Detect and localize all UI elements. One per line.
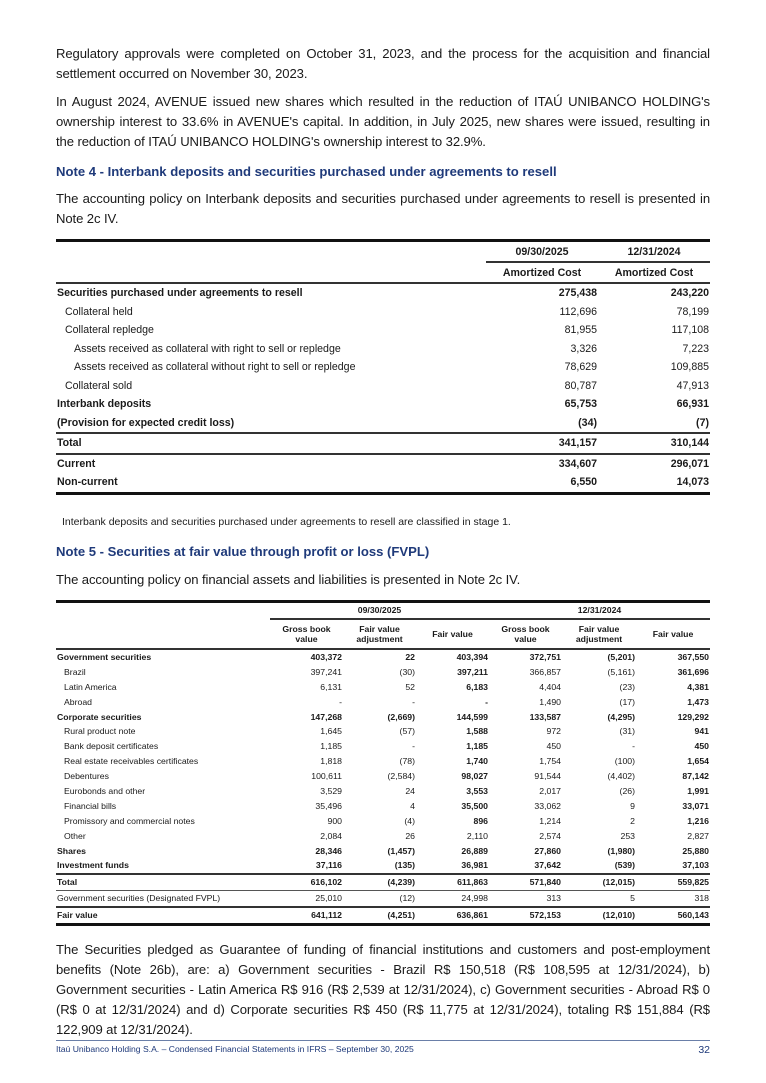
table-row: Assets received as collateral without right to sell or repledge 78,629 109,885 [74,361,709,374]
page-number: 32 [698,1044,710,1056]
page-footer [56,1040,710,1056]
footer-text: Itaú Unibanco Holding S.A. – Condensed Financial Statements in IFRS – September 30, 2025 [56,1044,414,1054]
note4-date-2: 12/31/2024 [598,241,710,263]
table-row: Government securities (Designated FVPL) 25,010 (12) 24,998 313 5 318 [56,890,710,906]
table-row: Eurobonds and other 3,529 24 3,553 2,017 (26) 1,991 [64,785,709,796]
table-row: Other 2,084 26 2,110 2,574 253 2,827 [64,830,709,841]
table-row: Non-current 6,550 14,073 [57,476,709,489]
intro-paragraph-1: Regulatory approvals were completed on October 31, 2023, and the process for the acquisition and financial settlement occurred on November 30, 2023. [56,46,710,81]
col-gross-book-value: Gross book value [501,623,550,644]
note5-date-2: 12/31/2024 [489,601,710,619]
table-row: Interbank deposits 65,753 66,931 [57,398,709,411]
table-row: Financial bills 35,496 4 35,500 33,062 9 33,071 [64,800,709,811]
intro-paragraph-2: In August 2024, AVENUE issued new shares which resulted in the reduction of ITAÚ UNIBANCO HOLDING's ownership interest to 33.6% in AVENUE's capital. In addition, in July 2025, new shares were issued, resulting in the reduction of ITAÚ UNIBANCO HOLDING's ownership interest to 32.9%. [56,94,710,149]
table-row: Brazil 397,241 (30) 397,211 366,857 (5,161) 361,696 [64,666,709,677]
note4-table [56,239,710,495]
col-fair-value-adjustment: Fair value adjustment [356,623,403,644]
table-row: Collateral repledge 81,955 117,108 [65,324,709,337]
table-row: Government securities 403,372 22 403,394 372,751 (5,201) 367,550 [57,651,709,662]
table-row: Abroad - - - 1,490 (17) 1,473 [64,696,709,707]
note4-subheader-1: Amortized Cost [502,266,582,279]
note4-policy: The accounting policy on Interbank deposits and securities purchased under agreements to resell is presented in Note 2c IV. [56,191,710,226]
table-row: Shares 28,346 (1,457) 26,889 27,860 (1,980) 25,880 [57,845,709,856]
col-fair-value: Fair value [652,628,694,639]
col-fair-value-adjustment: Fair value adjustment [575,623,623,644]
table-row: Bank deposit certificates 1,185 - 1,185 450 - 450 [64,741,709,752]
table-row: Debentures 100,611 (2,584) 98,027 91,544 (4,402) 87,142 [64,771,709,782]
col-fair-value: Fair value [432,628,473,639]
note4-subheader-2: Amortized Cost [614,266,694,279]
note4-title: Note 4 - Interbank deposits and securities purchased under agreements to resell [56,164,557,179]
note5-date-1: 09/30/2025 [270,601,489,619]
note4-date-1: 09/30/2025 [486,241,598,263]
table-row: Current 334,607 296,071 [57,457,709,470]
note5-policy: The accounting policy on financial assets and liabilities is presented in Note 2c IV. [56,571,521,587]
table-row-total: Total 616,102 (4,239) 611,863 571,840 (12,015) 559,825 [56,874,710,890]
table-row: Latin America 6,131 52 6,183 4,404 (23) 4,381 [64,681,709,692]
table-row: Investment funds 37,116 (135) 36,981 37,642 (539) 37,103 [56,858,710,874]
table-row: Corporate securities 147,268 (2,669) 144,599 133,587 (4,295) 129,292 [57,711,709,722]
table-row: Collateral held 112,696 78,199 [65,305,709,318]
table-row: Promissory and commercial notes 900 (4) 896 1,214 2 1,216 [64,815,709,826]
table-row: Real estate receivables certificates 1,818 (78) 1,740 1,754 (100) 1,654 [64,756,709,767]
table-row-fair-value: Fair value 641,112 (4,251) 636,861 572,153 (12,010) 560,143 [57,910,709,921]
note5-table [56,600,710,926]
note4-footnote: Interbank deposits and securities purchased under agreements to resell are classified in stage 1. [62,515,511,528]
document-page [56,0,710,1040]
table-row: (Provision for expected credit loss) (34) (7) [56,414,710,434]
col-gross-book-value: Gross book value [282,623,331,644]
table-row-total: Total 341,157 310,144 [56,433,710,454]
table-row: Assets received as collateral with right to sell or repledge 3,326 7,223 [74,342,709,355]
table-row: Rural product note 1,645 (57) 1,588 972 (31) 941 [64,726,709,737]
table-row: Securities purchased under agreements to resell 275,438 243,220 [57,287,709,300]
pledged-securities-paragraph: The Securities pledged as Guarantee of funding of financial institutions and customers and post-employment benefits (Note 26b), are: a) Government securities - Brazil R$ 150,518 (R$ 108,595 at 12/31/2024), b) Government securities - Latin America R$ 916 (R$ 2,539 at 12/31/2024), c) Government securities - Abroad R$ 0 (R$ 0 at 12/31/2024) and d) Corporate securities R$ 450 (R$ 11,775 at 12/31/2024), totaling R$ 151,884 (R$ 122,909 at 12/31/2024). [56,941,710,1037]
table-row: Collateral sold 80,787 47,913 [65,379,709,392]
note5-title: Note 5 - Securities at fair value through profit or loss (FVPL) [56,543,430,559]
